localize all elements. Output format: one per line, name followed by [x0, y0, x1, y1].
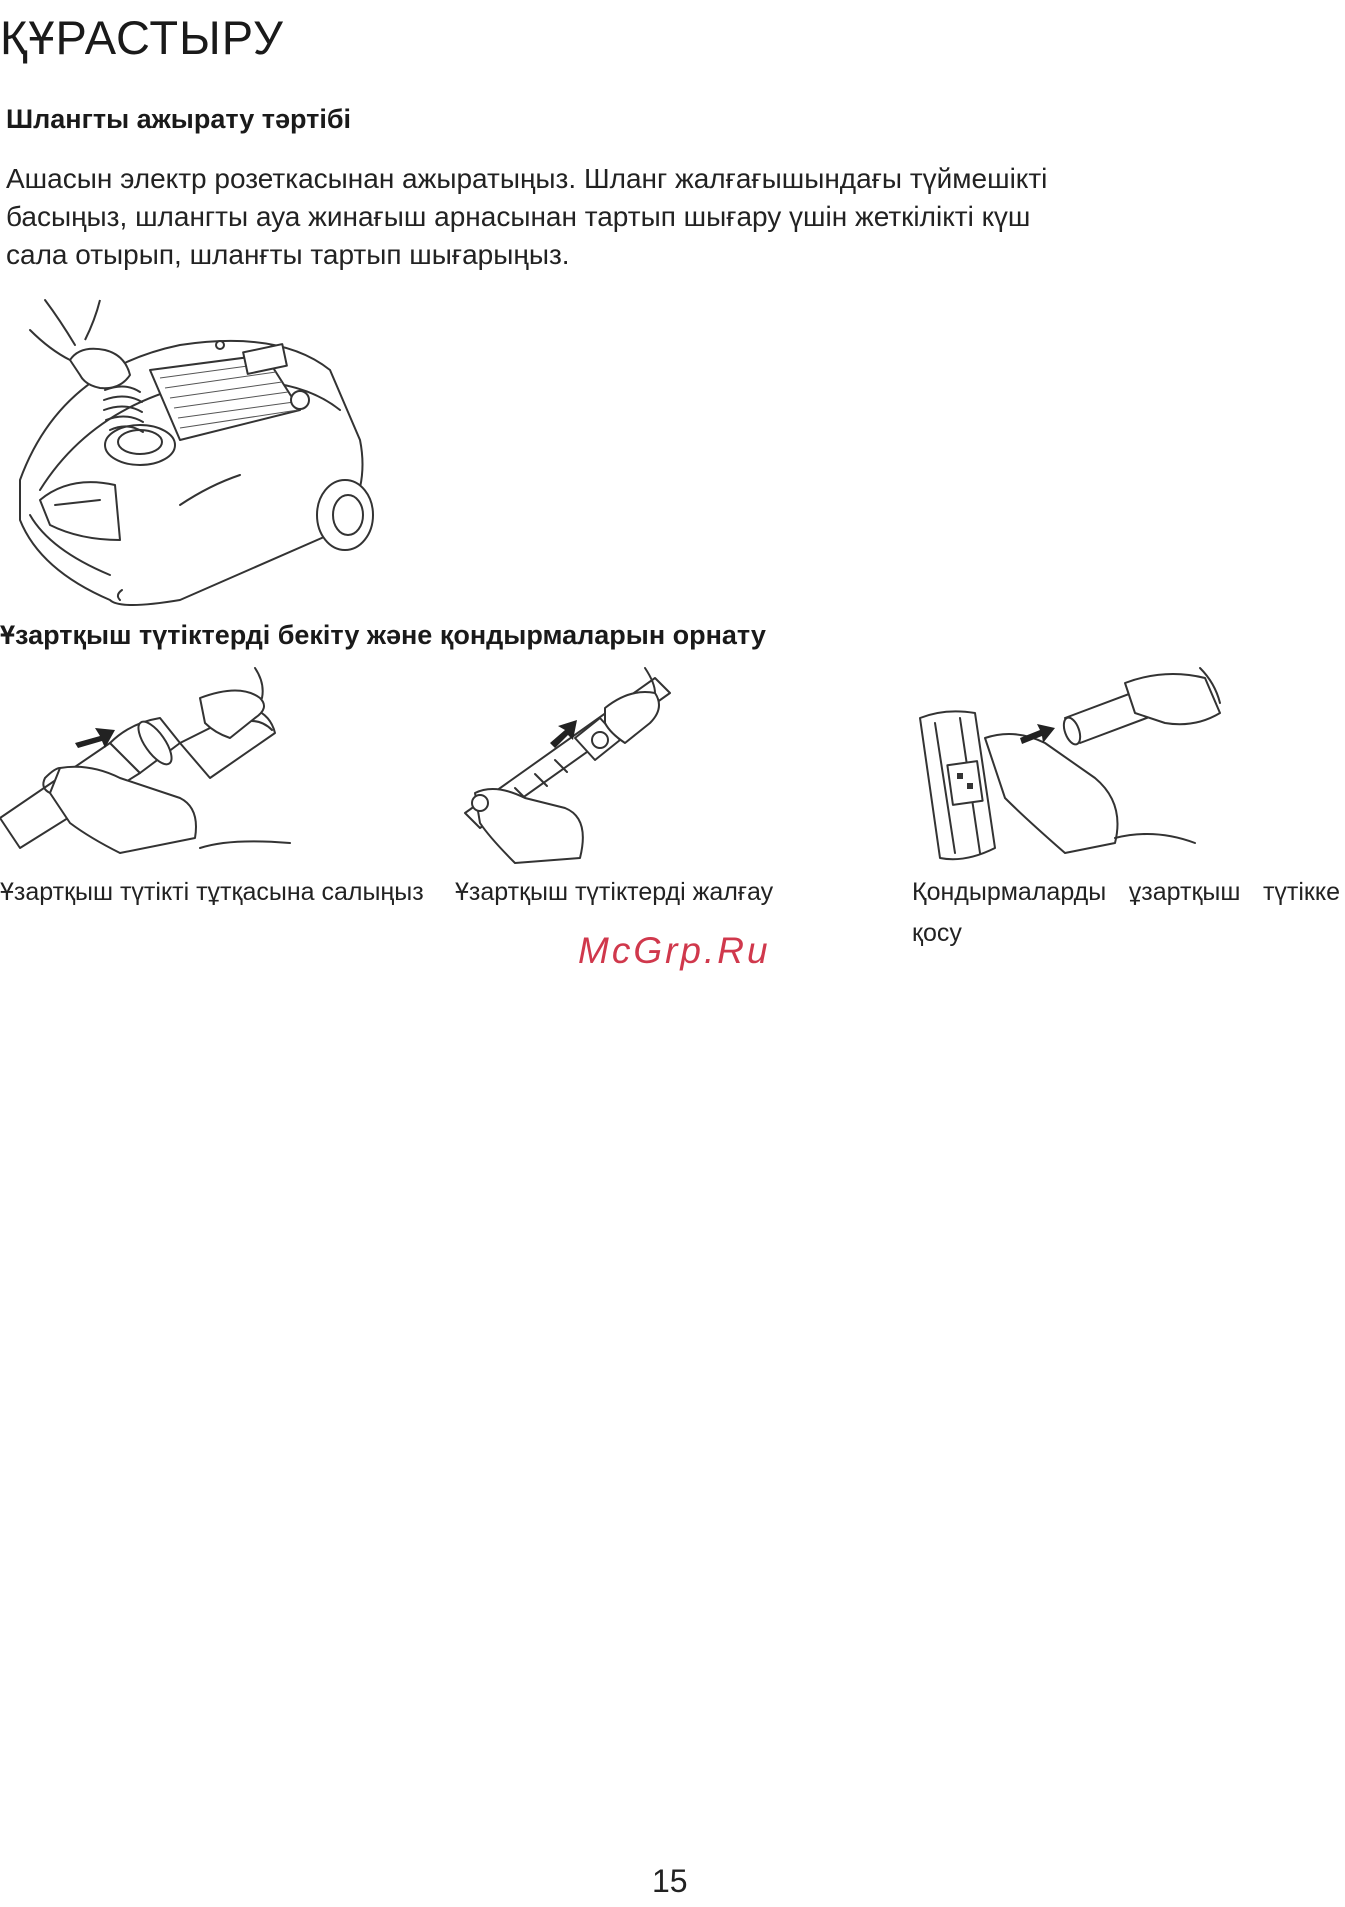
hose-handle-insert-illustration — [0, 668, 290, 868]
caption-step-2: Ұзартқыш түтіктерді жалғау — [455, 878, 774, 906]
caption-step-1: Ұзартқыш түтікті тұтқасына салыңыз — [0, 878, 424, 906]
paragraph-line: Ашасын электр розеткасынан ажыратыңыз. Шланг жалғағышындағы түймешікті — [6, 163, 1048, 194]
watermark-link[interactable]: McGrp.Ru — [578, 930, 771, 971]
page-title: ҚҰРАСТЫРУ — [0, 11, 284, 64]
paragraph-line: сала отырып, шланғты тартып шығарыңыз. — [6, 239, 570, 270]
vacuum-cleaner-illustration — [0, 300, 380, 610]
page-number: 15 — [652, 1863, 688, 1899]
hose-detach-paragraph — [6, 160, 1246, 274]
tube-connect-illustration — [455, 668, 690, 868]
section-heading-tubes-attach: Ұзартқыш түтіктерді бекіту және қондырмаларын орнату — [0, 620, 766, 650]
caption-step-3: Қондырмаларды ұзартқыш түтікке қосу — [912, 878, 1340, 947]
paragraph-line: басыңыз, шлангты ауа жинағыш арнасынан тартып шығару үшін жеткілікті күш — [6, 201, 1031, 232]
section-heading-hose-detach: Шлангты ажырату тәртібі — [6, 104, 352, 134]
nozzle-attach-illustration — [915, 668, 1225, 868]
